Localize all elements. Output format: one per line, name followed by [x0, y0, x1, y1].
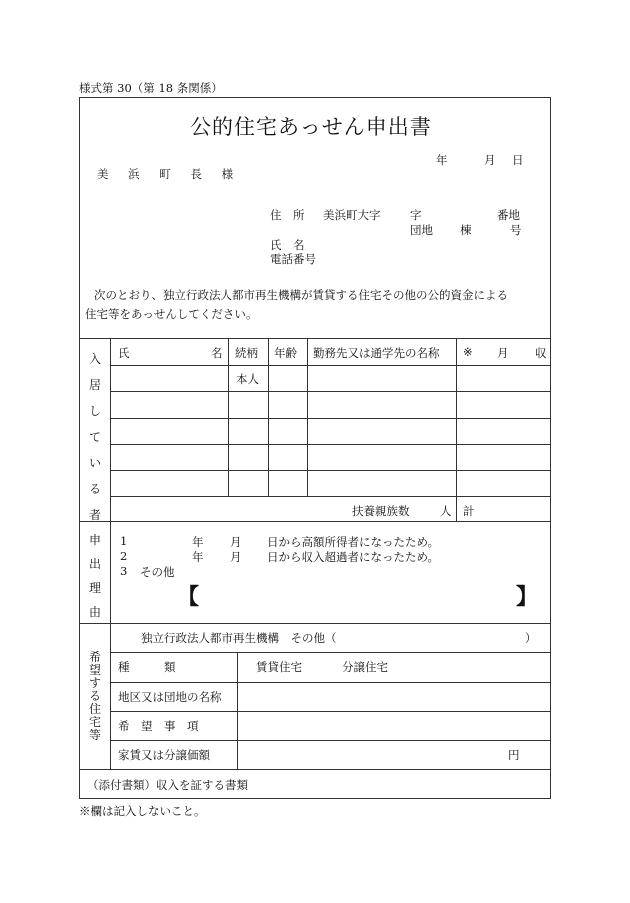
- aza-label: 字: [410, 208, 422, 222]
- divider: [268, 338, 269, 496]
- divider: [110, 521, 111, 623]
- danchi-label: 団地: [410, 223, 433, 237]
- divider: [80, 623, 550, 624]
- reason-1-year: 年: [192, 535, 204, 549]
- address-label: 住 所: [270, 208, 305, 222]
- divider: [307, 338, 308, 496]
- reason-3-num: 3: [120, 564, 128, 578]
- date-month-label: 月: [484, 153, 496, 167]
- header-income-mark: ※: [463, 345, 473, 359]
- footnote: ※欄は記入しないこと。: [79, 804, 206, 818]
- header-age: 年齢: [274, 346, 297, 360]
- reason-2-month: 月: [230, 550, 242, 564]
- divider: [110, 444, 550, 445]
- total-label: 計: [463, 504, 475, 518]
- reason-2-year: 年: [192, 550, 204, 564]
- divider: [80, 769, 550, 770]
- divider: [80, 521, 550, 522]
- header-income-month: 月: [497, 346, 509, 360]
- header-income-amount: 収: [535, 346, 547, 360]
- tou-label: 棟: [460, 223, 472, 237]
- reason-3-text: その他: [140, 565, 175, 579]
- bracket-close: 】: [516, 584, 539, 610]
- desired-org-text: 独立行政法人都市再生機構 その他（: [141, 631, 337, 645]
- statement-line-1: 次のとおり、独立行政法人都市再生機構が賃貸する住宅その他の公的資金による: [94, 288, 508, 302]
- area-label: 地区又は団地の名称: [118, 690, 222, 704]
- name-label: 氏 名: [270, 238, 305, 252]
- rent-label: 家賃又は分譲価額: [118, 748, 210, 762]
- divider: [80, 338, 550, 339]
- dependents-unit: 人: [440, 504, 452, 518]
- banchi-label: 番地: [497, 208, 520, 222]
- dependents-label: 扶養親族数: [352, 504, 410, 518]
- header-relation: 続柄: [235, 346, 258, 360]
- reasons-side-label: 申 出 理 由: [88, 533, 101, 619]
- type-label: 種 類: [118, 660, 176, 674]
- divider: [110, 682, 550, 683]
- form-number: 様式第 30（第 18 条関係）: [79, 81, 223, 95]
- form-title: 公的住宅あっせん申出書: [190, 115, 432, 139]
- type-option-rental: 賃貸住宅: [256, 660, 302, 674]
- wish-label: 希 望 事 項: [118, 719, 199, 733]
- divider: [228, 338, 229, 496]
- reason-2-num: 2: [120, 549, 128, 563]
- divider: [110, 711, 550, 712]
- divider: [110, 496, 550, 497]
- phone-label: 電話番号: [270, 252, 316, 266]
- date-day-label: 日: [512, 153, 524, 167]
- reason-2-text: 日から収入超過者になったため。: [267, 550, 440, 564]
- divider: [110, 470, 550, 471]
- header-workplace: 勤務先又は通学先の名称: [313, 346, 440, 360]
- reason-1-text: 日から高額所得者になったため。: [267, 535, 440, 549]
- reason-1-num: 1: [120, 534, 128, 548]
- divider: [237, 652, 238, 769]
- divider: [110, 740, 550, 741]
- type-option-sale: 分譲住宅: [342, 660, 388, 674]
- yen-label: 円: [508, 748, 520, 762]
- divider: [110, 652, 550, 653]
- divider: [110, 623, 111, 769]
- divider: [110, 365, 550, 366]
- gou-label: 号: [510, 223, 522, 237]
- date-year-label: 年: [436, 153, 448, 167]
- application-form: [79, 97, 551, 799]
- desired-org-close: ）: [525, 631, 537, 645]
- relation-self: 本人: [236, 372, 259, 386]
- address-value: 美浜町大字: [323, 208, 381, 222]
- divider: [110, 418, 550, 419]
- attachment-note: （添付書類）収入を証する書類: [87, 778, 248, 792]
- header-name-b: 名: [211, 346, 223, 360]
- bracket-open: 【: [177, 584, 200, 610]
- header-name-a: 氏: [118, 346, 130, 360]
- desired-side-label: 希 望 す る 住 宅 等: [88, 650, 101, 742]
- reason-1-month: 月: [230, 535, 242, 549]
- addressee: 美 浜 町 長 様: [97, 167, 242, 181]
- residents-side-label: 入 居 し て い る 者: [88, 352, 101, 522]
- divider: [110, 391, 550, 392]
- statement-line-2: 住宅等をあっせんしてください。: [85, 307, 258, 321]
